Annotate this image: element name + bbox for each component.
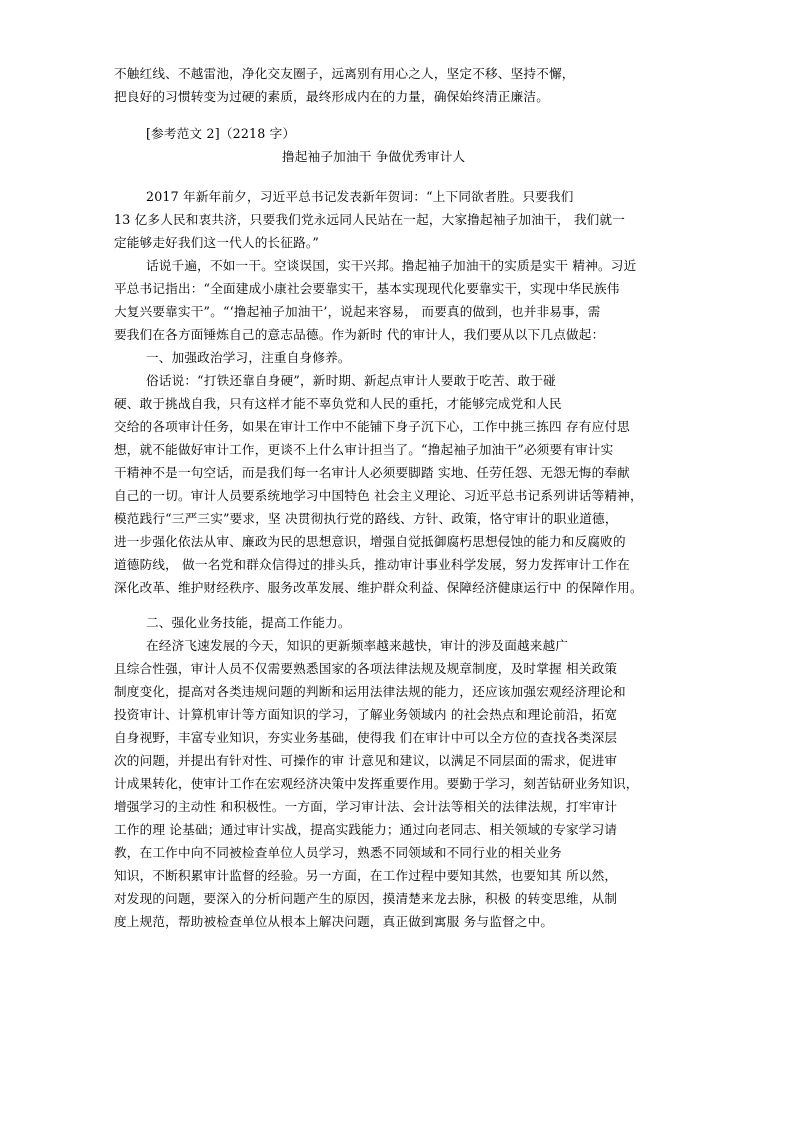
paragraph-line: 13 亿多人民和衷共济，只要我们党永远同人民站在一起，大家撸起袖子加油干， 我们就一 (114, 212, 625, 227)
paragraph-line: 计成果转化，使审计工作在宏观经济决策中发挥重要作用。要勤于学习，刻苦钻研业务知识， (114, 776, 639, 791)
paragraph-line: 平总书记指出：“全面建成小康社会要靠实干，基本实现现代化要靠实干，实现中华民族伟 (114, 281, 620, 296)
paragraph-line: 话说千遍，不如一干。空谈误国，实干兴邦。撸起袖子加油干的实质是实干 精神。习近 (146, 258, 637, 273)
paragraph-line: 在经济飞速发展的今天，知识的更新频率越来越快，审计的涉及面越来越广 (146, 638, 569, 653)
reference-label: [参考范文 2]（2218 字） (146, 126, 296, 141)
paragraph-line: 要我们在各方面锤炼自己的意志品德。作为新时 代的审计人，我们要从以下几点做起： (114, 327, 605, 342)
paragraph-line: 知识，不断积累审计监督的经验。另一方面，在工作过程中要知其然，也要知其 所以然， (114, 868, 618, 883)
paragraph-line: 且综合性强，审计人员不仅需要熟悉国家的各项法律法规及规章制度，及时掌握 相关政策 (114, 661, 618, 676)
paragraph-line: 对发现的问题，要深入的分析问题产生的原因，摸清楚来龙去脉，积极 的转变思维，从制 (114, 891, 618, 906)
paragraph-line: 交给的各项审计任务，如果在审计工作中不能铺下身子沉下心，工作中挑三拣四 存有应付思 (114, 419, 630, 434)
paragraph-line: 教，在工作中向不同被检查单位人员学习，熟悉不同领域和不同行业的相关业务 (114, 845, 562, 860)
paragraph-line: 大复兴要靠实干”。“‘撸起袖子加油干’，说起来容易， 而要真的做到，也并非易事，需 (114, 304, 601, 319)
paragraph-line: 度上规范，帮助被检查单位从根本上解决问题，真正做到寓服 务与监督之中。 (114, 914, 554, 929)
paragraph-line: 模范践行“三严三实”要求，坚 决贯彻执行党的路线、方针、政策，恪守审计的职业道德， (114, 511, 618, 526)
paragraph-line: 工作的理 论基础；通过审计实战，提高实践能力；通过向老同志、相关领域的专家学习请 (114, 822, 618, 837)
section-heading: 一、加强政治学习，注重自身修养。 (146, 350, 351, 365)
paragraph-line: 深化改革、维护财经秩序、服务改革发展、维护群众利益、保障经济健康运行中 的保障作用。 (114, 580, 643, 595)
paragraph-line: 投资审计、计算机审计等方面知识的学习，了解业务领域内 的社会热点和理论前沿，拓宽 (114, 707, 618, 722)
paragraph-line: 俗话说：“打铁还靠自身硬”，新时期、新起点审计人要敢于吃苦、敢于碰 (146, 373, 556, 388)
section-heading: 二、强化业务技能，提高工作能力。 (146, 615, 351, 630)
paragraph-line: 道德防线， 做一名党和群众信得过的排头兵，推动审计事业科学发展，努力发挥审计工作在 (114, 557, 630, 572)
paragraph-line: 定能够走好我们这一代人的长征路。” (114, 235, 320, 250)
paragraph-line: 硬、敢于挑战自我，只有这样才能不辜负党和人民的重托，才能够完成党和人民 (114, 396, 562, 411)
essay-title: 撸起袖子加油干 争做优秀审计人 (282, 149, 466, 164)
paragraph-line: 进一步强化依法从审、廉政为民的思想意识，增强自觉抵御腐朽思想侵蚀的能力和反腐败的 (114, 534, 626, 549)
paragraph-line: 干精神不是一句空话，而是我们每一名审计人必须要脚踏 实地、任劳任怨、无怨无悔的奉献 (114, 465, 630, 480)
paragraph-line: 自身视野，丰富专业知识，夯实业务基础，使得我 们在审计中可以全方位的查找各类深层 (114, 730, 618, 745)
paragraph-line: 增强学习的主动性 和积极性。一方面，学习审计法、会计法等相关的法律法规，打牢审计 (114, 799, 618, 814)
body-text-line: 不触红线、不越雷池，净化交友圈子，远离别有用心之人，坚定不移、坚持不懈， (114, 66, 575, 81)
body-text-line: 把良好的习惯转变为过硬的素质，最终形成内在的力量，确保始终清正廉洁。 (114, 89, 549, 104)
paragraph-line: 2017 年新年前夕，习近平总书记发表新年贺词：“上下同欲者胜。只要我们 (146, 189, 574, 204)
paragraph-line: 想，就不能做好审计工作，更谈不上什么审计担当了。“撸起袖子加油干”必须要有审计实 (114, 442, 614, 457)
paragraph-line: 自己的一切。审计人员要系统地学习中国特色 社会主义理论、习近平总书记系列讲话等精神， (114, 488, 643, 503)
paragraph-line: 次的问题，并提出有针对性、可操作的审 计意见和建议，以满足不同层面的需求，促进审 (114, 753, 618, 768)
paragraph-line: 制度变化，提高对各类违规问题的判断和运用法律法规的能力，还应该加强宏观经济理论和 (114, 684, 626, 699)
